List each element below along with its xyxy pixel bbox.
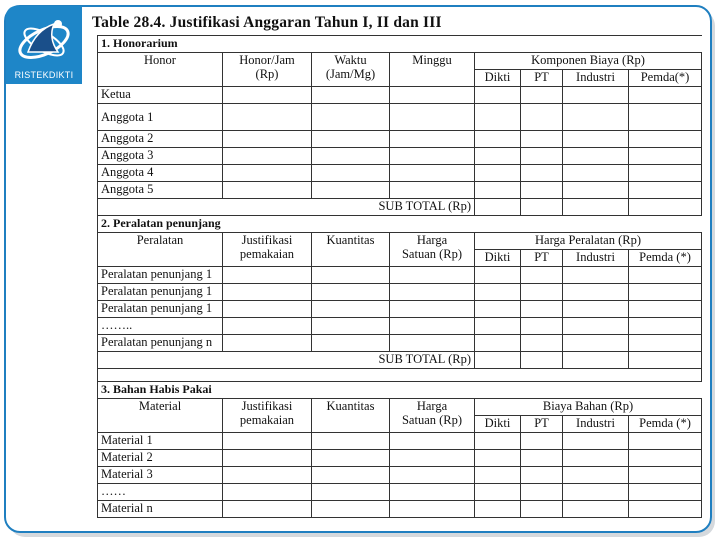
header-waktu <box>312 53 390 87</box>
ristekdikti-emblem-icon <box>14 12 74 68</box>
header-kuantitas: Kuantitas <box>312 233 390 267</box>
header-harga-label: Harga <box>416 399 448 413</box>
header-industri: Industri <box>563 250 629 267</box>
table-row <box>98 318 702 335</box>
table-row <box>98 450 702 467</box>
header-pemakaian-label: pemakaian <box>239 247 295 261</box>
header-harga-peralatan: Harga Peralatan (Rp) <box>475 233 702 250</box>
table-row <box>98 301 702 318</box>
header-material: Material <box>98 399 223 433</box>
ristekdikti-logo <box>6 6 82 84</box>
header-pt: PT <box>521 70 563 87</box>
subtotal-label: SUB TOTAL (Rp) <box>98 199 475 216</box>
row-label: Peralatan penunjang n <box>98 335 223 352</box>
row-label: Anggota 4 <box>98 165 223 182</box>
header-waktu-unit: (Jam/Mg) <box>325 67 376 81</box>
header-dikti: Dikti <box>475 70 521 87</box>
page-title: Table 28.4. Justifikasi Anggaran Tahun I, II dan III <box>92 14 442 31</box>
subtotal-label: SUB TOTAL (Rp) <box>98 352 475 369</box>
logo-text: RISTEKDIKTI <box>14 70 74 80</box>
header-justifikasi-label: Justifikasi <box>241 399 293 413</box>
row-label: Material 2 <box>98 450 223 467</box>
row-label: …… <box>98 484 223 501</box>
header-pemda: Pemda(*) <box>629 70 702 87</box>
table-row <box>98 335 702 352</box>
table-row <box>98 501 702 518</box>
row-label: Ketua <box>98 87 223 104</box>
header-satuan-label: Satuan (Rp) <box>401 413 463 427</box>
row-label: Material n <box>98 501 223 518</box>
table-row <box>98 131 702 148</box>
section-title-bahan: 3. Bahan Habis Pakai <box>98 382 702 399</box>
table-row <box>98 284 702 301</box>
row-label: Anggota 3 <box>98 148 223 165</box>
header-justifikasi <box>223 399 312 433</box>
table-row <box>98 165 702 182</box>
header-komponen-biaya: Komponen Biaya (Rp) <box>475 53 702 70</box>
header-pt: PT <box>521 416 563 433</box>
row-label: Peralatan penunjang 1 <box>98 267 223 284</box>
header-harga-satuan <box>390 233 475 267</box>
section-title-peralatan: 2. Peralatan penunjang <box>98 216 702 233</box>
header-harga-label: Harga <box>416 233 448 247</box>
table-row <box>98 87 702 104</box>
header-harga-satuan <box>390 399 475 433</box>
header-justifikasi <box>223 233 312 267</box>
header-honor: Honor <box>98 53 223 87</box>
table-row <box>98 182 702 199</box>
header-pemda: Pemda (*) <box>629 250 702 267</box>
header-honor-jam <box>223 53 312 87</box>
header-pt: PT <box>521 250 563 267</box>
row-label: Anggota 5 <box>98 182 223 199</box>
row-label: Anggota 2 <box>98 131 223 148</box>
row-label: …….. <box>98 318 223 335</box>
header-minggu: Minggu <box>390 53 475 87</box>
header-dikti: Dikti <box>475 250 521 267</box>
table-row <box>98 104 702 131</box>
row-label: Peralatan penunjang 1 <box>98 284 223 301</box>
header-pemda: Pemda (*) <box>629 416 702 433</box>
row-label: Material 3 <box>98 467 223 484</box>
table-row <box>98 484 702 501</box>
header-industri: Industri <box>563 416 629 433</box>
header-industri: Industri <box>563 70 629 87</box>
header-pemakaian-label: pemakaian <box>239 413 295 427</box>
budget-justification-table <box>97 35 701 521</box>
row-label: Anggota 1 <box>98 104 223 131</box>
header-honor-jam-unit: (Rp) <box>255 67 279 81</box>
header-waktu-label: Waktu <box>334 53 367 67</box>
header-honor-jam-label: Honor/Jam <box>239 53 295 67</box>
header-dikti: Dikti <box>475 416 521 433</box>
budget-table <box>97 35 702 518</box>
header-justifikasi-label: Justifikasi <box>241 233 293 247</box>
row-label: Material 1 <box>98 433 223 450</box>
table-row <box>98 267 702 284</box>
section-title-honorarium: 1. Honorarium <box>98 36 702 53</box>
header-peralatan: Peralatan <box>98 233 223 267</box>
header-biaya-bahan: Biaya Bahan (Rp) <box>475 399 702 416</box>
row-label: Peralatan penunjang 1 <box>98 301 223 318</box>
table-row <box>98 467 702 484</box>
table-row <box>98 148 702 165</box>
table-row <box>98 433 702 450</box>
header-kuantitas: Kuantitas <box>312 399 390 433</box>
header-satuan-label: Satuan (Rp) <box>401 247 463 261</box>
